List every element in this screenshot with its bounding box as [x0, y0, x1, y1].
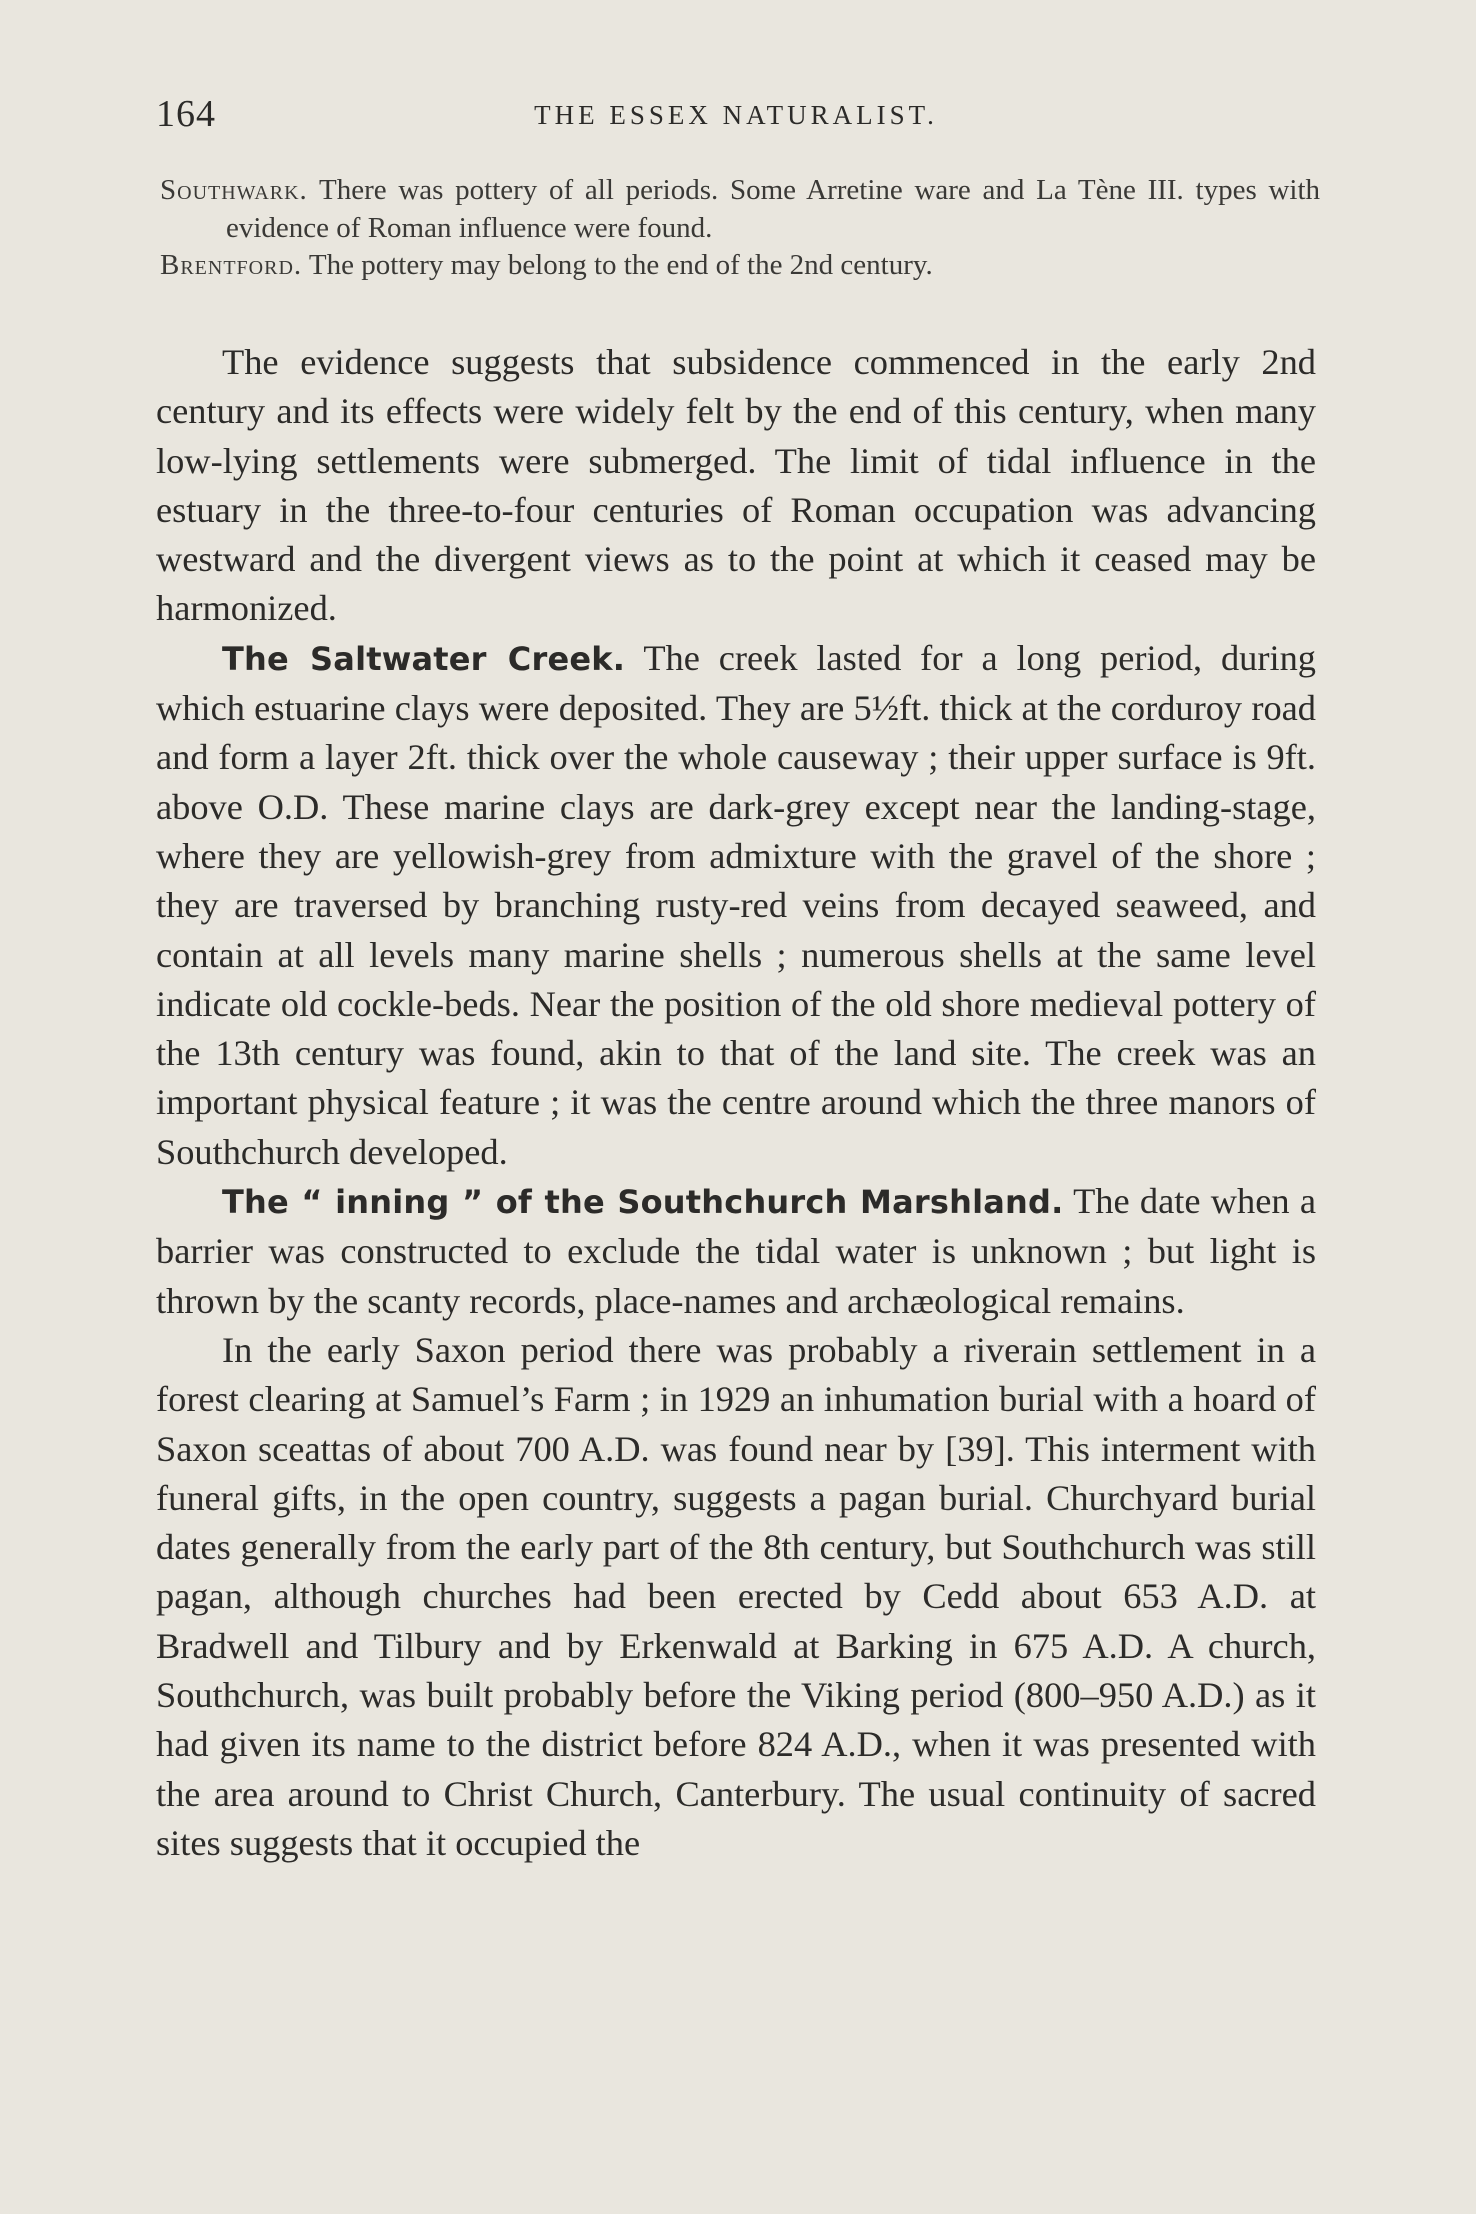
- page-header: [156, 92, 1316, 142]
- entry-place: Brentford.: [160, 249, 303, 281]
- running-title: THE ESSEX NATURALIST.: [534, 100, 938, 130]
- paragraph-saltwater-creek: [156, 634, 1316, 1177]
- site-entry-brentford: [160, 247, 1320, 285]
- paragraph-subsidence: [156, 338, 1316, 634]
- section-heading: The Saltwater Creek.: [222, 639, 626, 678]
- section-heading: The “ inning ” of the Southchurch Marshland.: [222, 1183, 1064, 1222]
- paragraph-text: In the early Saxon period there was probably a riverain settlement in a forest clearing at Samuel’s Farm ; in 1929 an inhumation burial with a hoard of Saxon sceattas of about 700 A.D. was found near by [39]. This interment with funeral gifts, in the open country, suggests a pagan burial. Churchyard burial dates generally from the early part of the 8th century, but Southchurch was still pagan, although churches had been erected by Cedd about 653 A.D. at Bradwell and Tilbury and by Erkenwald at Barking in 675 A.D. A church, Southchurch, was built probably before the Viking period (800–950 A.D.) as it had given its name to the district before 824 A.D., when it was presented with the area around to Christ Church, Canterbury. The usual continuity of sacred sites suggests that it occupied the: [156, 1329, 1316, 1863]
- entry-text: The pottery may belong to the end of the 2nd century.: [308, 249, 933, 281]
- site-entries: [160, 172, 1320, 285]
- site-entry-southwark: [160, 172, 1320, 247]
- entry-place: Southwark.: [160, 174, 308, 206]
- paragraph-saxon-period: [156, 1326, 1316, 1868]
- paragraph-inning: [156, 1177, 1316, 1326]
- entry-text: There was pottery of all periods. Some Arretine ware and La Tène III. types with evidence of Roman influence were found.: [226, 174, 1320, 244]
- paragraph-text: The creek lasted for a long period, during which estuarine clays were deposited. They are 5½ft. thick at the corduroy road and form a layer 2ft. thick over the whole causeway ; their upper surface is 9ft. above O.D. These marine clays are dark-grey except near the landing-stage, where they are yellowish-grey from admixture with the gravel of the shore ; they are traversed by branching rusty-red veins from decayed seaweed, and contain at all levels many marine shells ; numerous shells at the same level indicate old cockle-beds. Near the position of the old shore medieval pottery of the 13th century was found, akin to that of the land site. The creek was an important physical feature ; it was the centre around which the three manors of Southchurch developed.: [156, 637, 1316, 1172]
- page-number: 164: [156, 93, 216, 135]
- paragraph-text: The evidence suggests that subsidence commenced in the early 2nd century and its effects were widely felt by the end of this century, when many low-lying settlements were submerged. The limit of tidal influence in the estuary in the three-to-four centuries of Roman occupation was advancing westward and the divergent views as to the point at which it ceased may be harmonized.: [156, 342, 1316, 629]
- body-text: [156, 338, 1316, 1868]
- paragraph-text: The date when a barrier was constructed to exclude the tidal water is unknown ; but light is thrown by the scanty records, place-names and archæological remains.: [156, 1181, 1316, 1321]
